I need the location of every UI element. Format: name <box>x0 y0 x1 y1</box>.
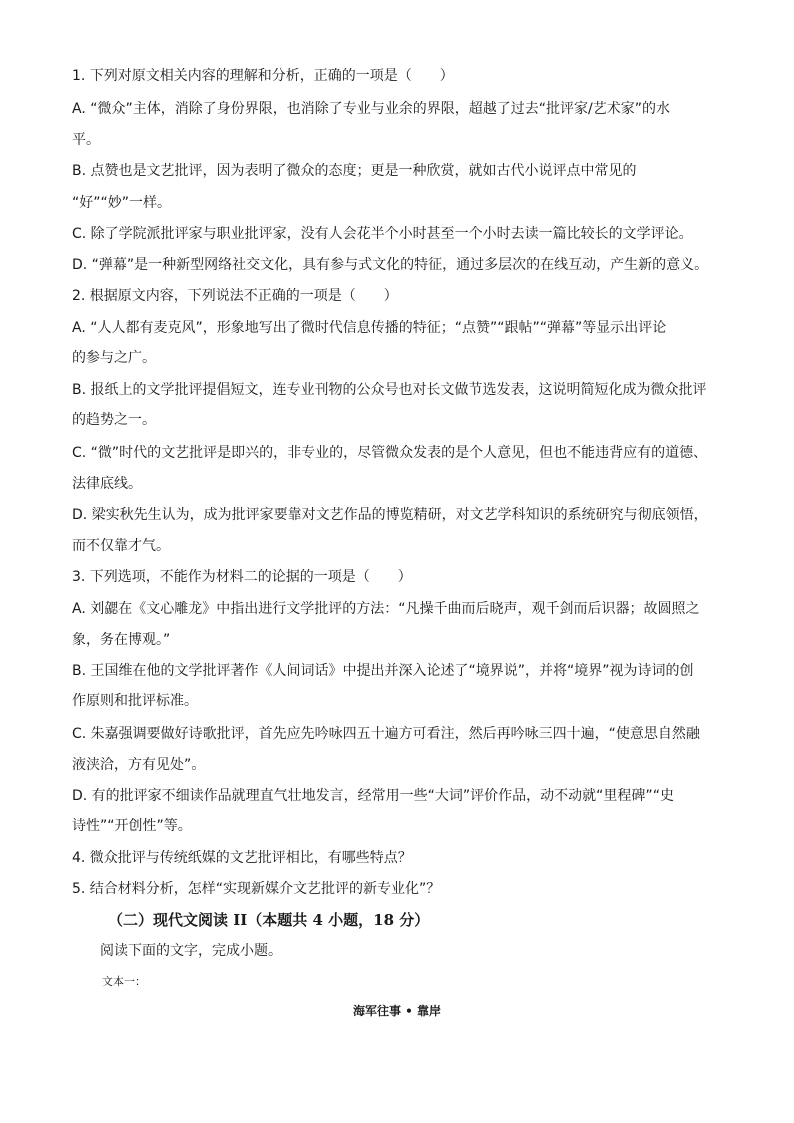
section-instruction: 阅读下面的文字，完成小题。 <box>100 943 282 959</box>
q2-stem: 2. 根据原文内容，下列说法不正确的一项是（ ） <box>72 288 398 304</box>
q3-option-c-line2: 液浃洽，方有见处”。 <box>72 757 206 773</box>
q2-option-d-line1: D. 梁实秋先生认为，成为批评家要靠对文艺作品的博览精研，对文艺学科知识的系统研究与彻底领悟， <box>72 507 708 523</box>
q5-stem: 5. 结合材料分析，怎样“实现新媒介文艺批评的新专业化”？ <box>72 881 441 897</box>
q2-option-b-line2: 的趋势之一。 <box>72 412 156 428</box>
text-label: 文本一： <box>102 975 146 988</box>
q1-option-d-line1: D. “弹幕”是一种新型网络社交文化，具有参与式文化的特征，通过多层次的在线互动，产生新的意义。 <box>72 257 709 273</box>
q2-option-a-line2: 的参与之广。 <box>72 350 156 366</box>
q3-option-a-line2: 象，务在博观。” <box>72 632 171 648</box>
section-title: （二）现代文阅读 II（本题共 4 小题，18 分） <box>108 911 430 929</box>
q3-option-d-line1: D. 有的批评家不细读作品就理直气壮地发言，经常用一些“大词”评价作品，动不动就“里程碑”“史 <box>72 788 674 804</box>
q3-option-c-line1: C. 朱嘉强调要做好诗歌批评，首先应先吟咏四五十遍方可看注，然后再吟咏三四十遍，“使意思自然融 <box>72 726 700 742</box>
q1-option-a-line2: 平。 <box>72 132 100 148</box>
q3-option-d-line2: 诗性”“开创性”等。 <box>72 818 192 834</box>
q3-option-b-line1: B. 王国维在他的文学批评著作《人间词话》中提出并深入论述了“境界说”，并将“境界”视为诗词的创 <box>72 663 694 679</box>
q3-option-b-line2: 作原则和批评标准。 <box>72 693 198 709</box>
q1-stem: 1. 下列对原文相关内容的理解和分析，正确的一项是（ ） <box>72 68 454 84</box>
q1-option-a-line1: A. “微众”主体，消除了身份界限，也消除了专业与业余的界限，超越了过去“批评家/艺术家”的水 <box>72 101 670 117</box>
q2-option-a-line1: A. “人人都有麦克风”，形象地写出了微时代信息传播的特征；“点赞”“跟帖”“弹幕”等显示出评论 <box>72 320 667 336</box>
q1-option-b-line1: B. 点赞也是文艺批评，因为表明了微众的态度；更是一种欣赏，就如古代小说评点中常见的 <box>72 163 637 179</box>
q3-option-a-line1: A. 刘勰在《文心雕龙》中指出进行文学批评的方法：“凡操千曲而后晓声，观千剑而后识器；故圆照之 <box>72 601 700 617</box>
q4-stem: 4. 微众批评与传统纸媒的文艺批评相比，有哪些特点？ <box>72 850 412 866</box>
q2-option-d-line2: 而不仅靠才气。 <box>72 538 170 554</box>
q2-option-b-line1: B. 报纸上的文学批评提倡短文，连专业刊物的公众号也对长文做节选发表，这说明简短化成为微众批评 <box>72 382 707 398</box>
q2-option-c-line2: 法律底线。 <box>72 476 142 492</box>
q1-option-b-line2: “好”“妙”一样。 <box>72 195 172 211</box>
q1-option-c-line1: C. 除了学院派批评家与职业批评家，没有人会花半个小时甚至一个小时去读一篇比较长的文学评论。 <box>72 226 693 242</box>
article-title: 海军往事 • 靠岸 <box>352 1004 442 1018</box>
q2-option-c-line1: C. “微”时代的文艺批评是即兴的，非专业的，尽管微众发表的是个人意见，但也不能违背应有的道德、 <box>72 445 708 461</box>
q3-stem: 3. 下列选项，不能作为材料二的论据的一项是（ ） <box>72 569 412 585</box>
